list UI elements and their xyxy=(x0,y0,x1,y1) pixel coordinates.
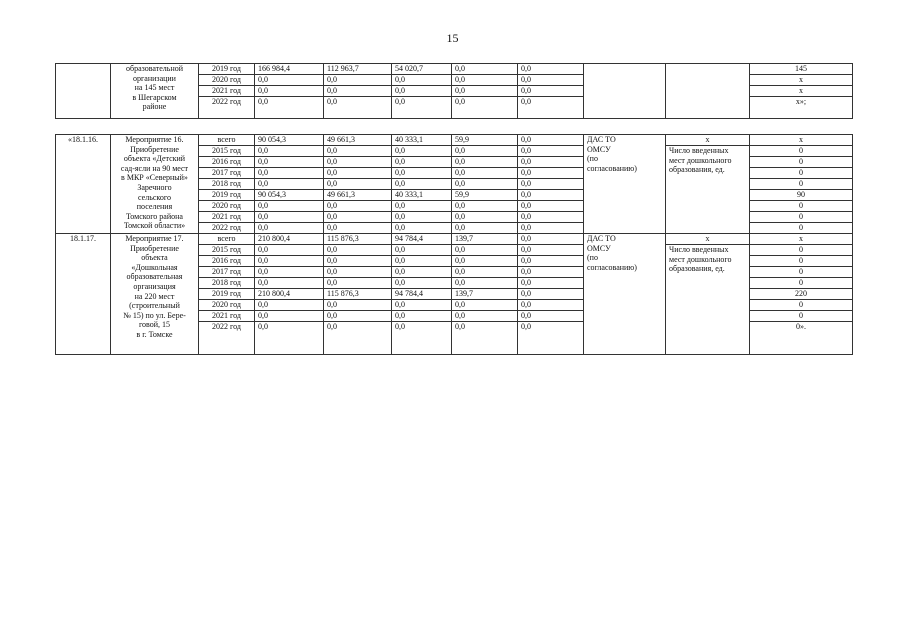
item-number-cell: «18.1.16. xyxy=(56,135,111,234)
item-number-cell xyxy=(56,64,111,119)
value-cell: 0,0 xyxy=(392,179,452,190)
value-cell: 0,0 xyxy=(392,322,452,355)
value-cell: 0,0 xyxy=(392,256,452,267)
table-measures xyxy=(55,134,853,355)
period-cell: 2020 год xyxy=(199,201,255,212)
period-cell: 2017 год xyxy=(199,267,255,278)
value-cell: 59,9 xyxy=(452,135,518,146)
indicator-value-cell: 0 xyxy=(750,278,853,289)
value-cell: 0,0 xyxy=(518,97,584,119)
value-cell: 0,0 xyxy=(518,75,584,86)
value-cell: 0,0 xyxy=(518,289,584,300)
value-cell: 0,0 xyxy=(255,223,324,234)
period-cell: 2016 год xyxy=(199,157,255,168)
value-cell: 90 054,3 xyxy=(255,135,324,146)
indicator-value-cell: 0 xyxy=(750,212,853,223)
value-cell: 0,0 xyxy=(255,300,324,311)
value-cell: 49 661,3 xyxy=(324,190,392,201)
value-cell: 0,0 xyxy=(392,97,452,119)
table-row xyxy=(56,234,853,245)
value-cell: 0,0 xyxy=(324,278,392,289)
value-cell: 0,0 xyxy=(324,322,392,355)
period-cell: 2015 год xyxy=(199,245,255,256)
indicator-value-cell: 0 xyxy=(750,267,853,278)
period-cell: 2017 год xyxy=(199,168,255,179)
value-cell: 0,0 xyxy=(452,245,518,256)
value-cell: 0,0 xyxy=(392,75,452,86)
period-cell: всего xyxy=(199,234,255,245)
indicator-value-cell: 0». xyxy=(750,322,853,355)
value-cell: 0,0 xyxy=(392,168,452,179)
value-cell: 115 876,3 xyxy=(324,289,392,300)
value-cell: 0,0 xyxy=(255,168,324,179)
indicator-value-cell: 0 xyxy=(750,300,853,311)
indicator-name-cell: х xyxy=(666,234,750,245)
page-number: 15 xyxy=(446,31,459,45)
value-cell: 0,0 xyxy=(324,146,392,157)
value-cell: 0,0 xyxy=(255,75,324,86)
value-cell: 0,0 xyxy=(518,64,584,75)
value-cell: 90 054,3 xyxy=(255,190,324,201)
value-cell: 0,0 xyxy=(324,245,392,256)
indicator-value-cell: 220 xyxy=(750,289,853,300)
value-cell: 0,0 xyxy=(255,179,324,190)
indicator-value-cell: х xyxy=(750,234,853,245)
value-cell: 0,0 xyxy=(518,245,584,256)
value-cell: 0,0 xyxy=(518,190,584,201)
indicator-value-cell: 0 xyxy=(750,256,853,267)
period-cell: 2015 год xyxy=(199,146,255,157)
value-cell: 40 333,1 xyxy=(392,135,452,146)
value-cell: 0,0 xyxy=(324,256,392,267)
period-cell: 2016 год xyxy=(199,256,255,267)
value-cell: 0,0 xyxy=(324,201,392,212)
value-cell: 0,0 xyxy=(452,97,518,119)
value-cell: 0,0 xyxy=(452,157,518,168)
value-cell: 0,0 xyxy=(452,212,518,223)
value-cell: 94 784,4 xyxy=(392,234,452,245)
value-cell: 59,9 xyxy=(452,190,518,201)
value-cell: 0,0 xyxy=(518,311,584,322)
value-cell: 0,0 xyxy=(324,267,392,278)
value-cell: 49 661,3 xyxy=(324,135,392,146)
period-cell: 2022 год xyxy=(199,322,255,355)
value-cell: 0,0 xyxy=(452,278,518,289)
value-cell: 0,0 xyxy=(518,322,584,355)
indicator-value-cell: х»; xyxy=(750,97,853,119)
value-cell: 210 800,4 xyxy=(255,289,324,300)
value-cell: 0,0 xyxy=(324,179,392,190)
measure-name-cell: Мероприятие 17. Приобретение объекта «Дошкольная образовательная организация на 220 мест (строительный № 15) по ул. Бере- говой, 15 в г. Томске xyxy=(111,234,199,355)
value-cell: 0,0 xyxy=(255,86,324,97)
period-cell: 2019 год xyxy=(199,190,255,201)
value-cell: 0,0 xyxy=(255,256,324,267)
value-cell: 0,0 xyxy=(518,168,584,179)
value-cell: 0,0 xyxy=(518,212,584,223)
value-cell: 0,0 xyxy=(452,256,518,267)
value-cell: 0,0 xyxy=(392,223,452,234)
value-cell: 0,0 xyxy=(452,322,518,355)
value-cell: 0,0 xyxy=(452,168,518,179)
value-cell: 0,0 xyxy=(255,157,324,168)
value-cell: 0,0 xyxy=(324,223,392,234)
value-cell: 0,0 xyxy=(255,267,324,278)
indicator-value-cell: 145 xyxy=(750,64,853,75)
value-cell: 0,0 xyxy=(324,311,392,322)
value-cell: 0,0 xyxy=(255,311,324,322)
indicator-value-cell: 0 xyxy=(750,201,853,212)
table-continued xyxy=(55,63,853,119)
indicator-value-cell: 0 xyxy=(750,146,853,157)
value-cell: 0,0 xyxy=(452,86,518,97)
value-cell: 210 800,4 xyxy=(255,234,324,245)
value-cell: 0,0 xyxy=(324,300,392,311)
value-cell: 0,0 xyxy=(392,86,452,97)
value-cell: 0,0 xyxy=(452,146,518,157)
indicator-value-cell: 0 xyxy=(750,223,853,234)
value-cell: 0,0 xyxy=(392,245,452,256)
value-cell: 94 784,4 xyxy=(392,289,452,300)
indicator-value-cell: х xyxy=(750,86,853,97)
value-cell: 0,0 xyxy=(324,97,392,119)
value-cell: 0,0 xyxy=(518,86,584,97)
value-cell: 0,0 xyxy=(452,179,518,190)
executor-cell xyxy=(584,64,666,119)
value-cell: 0,0 xyxy=(452,311,518,322)
value-cell: 0,0 xyxy=(255,201,324,212)
value-cell: 0,0 xyxy=(324,86,392,97)
value-cell: 40 333,1 xyxy=(392,190,452,201)
value-cell: 0,0 xyxy=(392,201,452,212)
value-cell: 0,0 xyxy=(452,64,518,75)
value-cell: 0,0 xyxy=(452,75,518,86)
indicator-value-cell: х xyxy=(750,135,853,146)
measure-name-cell: Мероприятие 16. Приобретение объекта «Детский сад-ясли на 90 мест в МКР «Северный» Заречного сельского поселения Томского района Томской области» xyxy=(111,135,199,234)
executor-cell: ДАС ТО ОМСУ (по согласованию) xyxy=(584,135,666,234)
value-cell: 112 963,7 xyxy=(324,64,392,75)
indicator-name-cell xyxy=(666,64,750,119)
period-cell: 2018 год xyxy=(199,179,255,190)
item-number-cell: 18.1.17. xyxy=(56,234,111,355)
value-cell: 0,0 xyxy=(392,146,452,157)
value-cell: 0,0 xyxy=(518,256,584,267)
indicator-value-cell: 90 xyxy=(750,190,853,201)
value-cell: 0,0 xyxy=(255,212,324,223)
executor-cell: ДАС ТО ОМСУ (по согласованию) xyxy=(584,234,666,355)
value-cell: 0,0 xyxy=(392,212,452,223)
measure-name-cell: образовательной организации на 145 мест в Шегарском районе xyxy=(111,64,199,119)
period-cell: всего xyxy=(199,135,255,146)
period-cell: 2022 год xyxy=(199,97,255,119)
value-cell: 0,0 xyxy=(452,223,518,234)
indicator-name-cell: Число введенных мест дошкольного образования, ед. xyxy=(666,245,750,355)
indicator-name-cell: Число введенных мест дошкольного образования, ед. xyxy=(666,146,750,234)
period-cell: 2022 год xyxy=(199,223,255,234)
value-cell: 0,0 xyxy=(518,135,584,146)
value-cell: 0,0 xyxy=(392,278,452,289)
indicator-name-cell: х xyxy=(666,135,750,146)
indicator-value-cell: х xyxy=(750,75,853,86)
period-cell: 2020 год xyxy=(199,75,255,86)
value-cell: 115 876,3 xyxy=(324,234,392,245)
value-cell: 166 984,4 xyxy=(255,64,324,75)
value-cell: 0,0 xyxy=(518,278,584,289)
indicator-value-cell: 0 xyxy=(750,168,853,179)
value-cell: 0,0 xyxy=(392,267,452,278)
table-row xyxy=(56,135,853,146)
value-cell: 0,0 xyxy=(392,300,452,311)
value-cell: 139,7 xyxy=(452,234,518,245)
value-cell: 0,0 xyxy=(518,179,584,190)
table-row xyxy=(56,64,853,75)
value-cell: 0,0 xyxy=(518,157,584,168)
value-cell: 0,0 xyxy=(255,322,324,355)
value-cell: 0,0 xyxy=(255,245,324,256)
value-cell: 0,0 xyxy=(518,300,584,311)
period-cell: 2021 год xyxy=(199,311,255,322)
value-cell: 54 020,7 xyxy=(392,64,452,75)
value-cell: 0,0 xyxy=(518,223,584,234)
period-cell: 2020 год xyxy=(199,300,255,311)
indicator-value-cell: 0 xyxy=(750,245,853,256)
value-cell: 0,0 xyxy=(518,234,584,245)
value-cell: 0,0 xyxy=(324,157,392,168)
value-cell: 0,0 xyxy=(518,146,584,157)
value-cell: 0,0 xyxy=(518,267,584,278)
value-cell: 0,0 xyxy=(392,157,452,168)
indicator-value-cell: 0 xyxy=(750,179,853,190)
value-cell: 0,0 xyxy=(255,278,324,289)
value-cell: 0,0 xyxy=(392,311,452,322)
value-cell: 0,0 xyxy=(452,300,518,311)
period-cell: 2019 год xyxy=(199,64,255,75)
value-cell: 139,7 xyxy=(452,289,518,300)
period-cell: 2021 год xyxy=(199,212,255,223)
value-cell: 0,0 xyxy=(324,75,392,86)
period-cell: 2019 год xyxy=(199,289,255,300)
value-cell: 0,0 xyxy=(255,97,324,119)
value-cell: 0,0 xyxy=(452,267,518,278)
value-cell: 0,0 xyxy=(324,168,392,179)
value-cell: 0,0 xyxy=(452,201,518,212)
value-cell: 0,0 xyxy=(255,146,324,157)
value-cell: 0,0 xyxy=(518,201,584,212)
period-cell: 2021 год xyxy=(199,86,255,97)
indicator-value-cell: 0 xyxy=(750,157,853,168)
indicator-value-cell: 0 xyxy=(750,311,853,322)
value-cell: 0,0 xyxy=(324,212,392,223)
period-cell: 2018 год xyxy=(199,278,255,289)
